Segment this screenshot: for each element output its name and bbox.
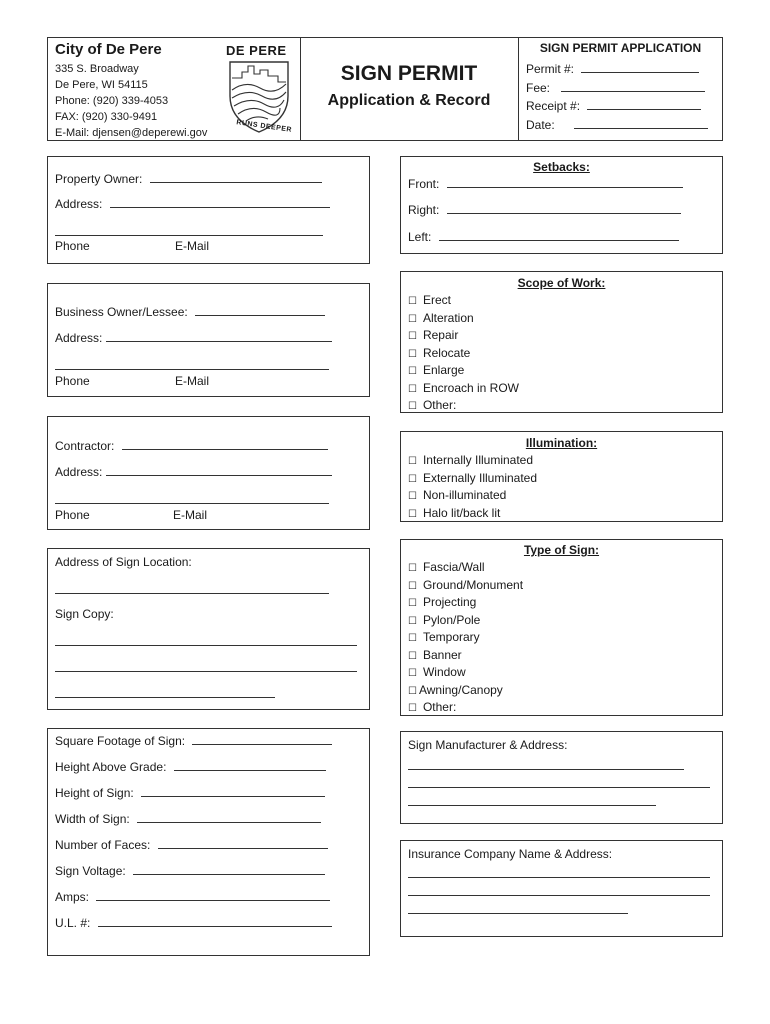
square-footage-row (55, 733, 332, 748)
checkbox-icon[interactable]: ☐ (408, 401, 417, 412)
dimension-label: Height of Sign: (55, 786, 134, 800)
option-label: Alteration (422, 310, 474, 325)
dimension-label: U.L. #: (55, 916, 91, 930)
setback-front-field[interactable] (447, 176, 683, 188)
checkbox-option[interactable] (408, 453, 533, 469)
option-label: Temporary (422, 630, 480, 644)
option-label: Encroach in ROW (422, 380, 519, 395)
height-above-grade-field[interactable] (174, 759, 326, 771)
checkbox-icon[interactable]: ☐ (408, 313, 417, 325)
sign-manufacturer-label: Sign Manufacturer & Address: (408, 738, 568, 752)
insurance-label: Insurance Company Name & Address: (408, 847, 613, 861)
illumination-heading: Illumination: (525, 436, 598, 450)
permit-number-label: Permit #: (526, 62, 575, 76)
owner-phone-label: Phone (55, 239, 90, 253)
city-name: City of De Pere (55, 41, 162, 58)
checkbox-option[interactable] (408, 595, 476, 611)
business-address-field[interactable] (106, 330, 332, 342)
checkbox-icon[interactable]: ☐ (408, 685, 417, 697)
setback-right-label: Right: (408, 203, 440, 217)
logo-wordmark: DE PERE (226, 43, 287, 58)
checkbox-option[interactable] (408, 613, 480, 629)
permit-number-row (526, 61, 699, 76)
city-fax: FAX: (920) 330-9491 (55, 111, 158, 123)
option-label: Repair (422, 328, 459, 342)
business-owner-label: Business Owner/Lessee: (55, 305, 188, 319)
option-label: Pylon/Pole (422, 612, 481, 627)
height-of-sign-row (55, 785, 325, 800)
city-email: E-Mail: djensen@deperewi.gov (55, 127, 208, 139)
option-label: Internally Illuminated (422, 453, 534, 467)
checkbox-option[interactable] (408, 328, 458, 344)
option-label: Other: (422, 398, 457, 412)
header-divider-1 (300, 38, 301, 140)
height-above-grade-row (55, 759, 326, 774)
sign-voltage-field[interactable] (133, 863, 325, 875)
checkbox-icon[interactable]: ☐ (408, 366, 417, 377)
business-address-line2[interactable] (55, 358, 329, 373)
dimension-label: Amps: (55, 890, 90, 904)
checkbox-option[interactable] (408, 363, 464, 379)
city-phone: Phone: (920) 339-4053 (55, 95, 169, 107)
option-label: Ground/Monument (422, 577, 524, 592)
setback-left-label: Left: (408, 230, 432, 244)
insurance-line2[interactable] (408, 884, 710, 899)
property-owner-label: Property Owner: (55, 172, 143, 186)
property-owner-row (55, 171, 322, 186)
business-address-row (55, 330, 332, 345)
insurance-line3[interactable] (408, 902, 628, 917)
sign-copy-line2[interactable] (55, 660, 357, 675)
receipt-label: Receipt #: (526, 99, 581, 113)
owner-email-label: E-Mail (175, 239, 210, 253)
date-label: Date: (526, 118, 555, 132)
option-label: Non-illuminated (422, 488, 507, 502)
fee-label: Fee: (526, 81, 551, 95)
city-address1: 335 S. Broadway (55, 63, 139, 75)
contractor-phone-label: Phone (55, 508, 90, 522)
owner-address-row (55, 196, 330, 211)
checkbox-option[interactable] (408, 488, 506, 504)
amps-field[interactable] (96, 889, 330, 901)
contractor-label: Contractor: (55, 439, 115, 453)
form-title: SIGN PERMIT (340, 62, 478, 85)
business-phone-label: Phone (55, 374, 90, 388)
contractor-address-row (55, 464, 332, 479)
checkbox-icon[interactable]: ☐ (408, 633, 417, 644)
sign-voltage-row (55, 863, 325, 878)
option-label: Window (422, 665, 466, 679)
manufacturer-line2[interactable] (408, 776, 710, 791)
application-title: SIGN PERMIT APPLICATION (539, 41, 702, 55)
checkbox-option[interactable] (408, 346, 470, 362)
checkbox-icon[interactable]: ☐ (408, 348, 417, 360)
checkbox-option[interactable] (408, 665, 466, 681)
dimension-label: Number of Faces: (55, 838, 151, 852)
checkbox-option[interactable] (408, 700, 456, 716)
form-subtitle: Application & Record (327, 92, 491, 109)
business-address-label: Address: (55, 331, 103, 345)
owner-address-label: Address: (55, 197, 103, 211)
checkbox-option[interactable] (408, 311, 474, 327)
sign-copy-line1[interactable] (55, 634, 357, 649)
amps-row (55, 889, 330, 904)
owner-address-field[interactable] (110, 196, 330, 208)
setback-left-row (408, 229, 679, 244)
dimension-label: Sign Voltage: (55, 864, 126, 878)
option-label: Projecting (422, 595, 477, 609)
checkbox-icon[interactable]: ☐ (408, 508, 417, 520)
width-of-sign-row (55, 811, 321, 826)
checkbox-icon[interactable]: ☐ (408, 456, 417, 467)
setback-left-field[interactable] (439, 229, 679, 241)
width-of-sign-field[interactable] (137, 811, 321, 823)
dimension-label: Height Above Grade: (55, 760, 167, 774)
option-label: Enlarge (422, 363, 465, 377)
checkbox-icon[interactable]: ☐ (408, 491, 417, 502)
option-label: Halo lit/back lit (422, 505, 501, 520)
contractor-address-field[interactable] (106, 464, 332, 476)
insurance-line1[interactable] (408, 866, 710, 881)
checkbox-icon[interactable]: ☐ (408, 473, 417, 485)
dimension-label: Width of Sign: (55, 812, 130, 826)
contractor-field[interactable] (122, 438, 328, 450)
setback-right-field[interactable] (447, 202, 681, 214)
checkbox-icon[interactable]: ☐ (408, 668, 417, 679)
receipt-row (526, 98, 701, 113)
type-of-sign-heading: Type of Sign: (523, 543, 600, 557)
manufacturer-line1[interactable] (408, 758, 684, 773)
fee-field[interactable] (561, 80, 705, 92)
business-owner-field[interactable] (195, 304, 325, 316)
sign-copy-label: Sign Copy: (55, 607, 114, 621)
checkbox-icon[interactable]: ☐ (408, 296, 417, 307)
checkbox-icon[interactable]: ☐ (408, 703, 417, 714)
date-row (526, 117, 708, 132)
height-of-sign-field[interactable] (141, 785, 325, 797)
checkbox-option[interactable] (408, 293, 451, 309)
checkbox-icon[interactable]: ☐ (408, 650, 417, 662)
logo-tagline: RUNS DEEPER (235, 119, 293, 134)
checkbox-option[interactable] (408, 560, 485, 576)
checkbox-option[interactable] (408, 578, 523, 594)
dimension-label: Square Footage of Sign: (55, 734, 186, 748)
checkbox-option[interactable] (408, 630, 480, 646)
ul-number-row (55, 915, 332, 930)
permit-number-field[interactable] (581, 61, 699, 73)
option-label: Erect (422, 293, 451, 307)
option-label: Banner (422, 647, 462, 662)
number-of-faces-row (55, 837, 328, 852)
option-label: Other: (422, 700, 457, 714)
setback-right-row (408, 202, 681, 217)
property-owner-field[interactable] (150, 171, 322, 183)
checkbox-option[interactable] (408, 648, 462, 664)
checkbox-option[interactable] (408, 398, 456, 414)
checkbox-option[interactable] (408, 506, 500, 522)
checkbox-icon[interactable]: ☐ (408, 580, 417, 592)
sign-location-field[interactable] (55, 582, 329, 597)
number-of-faces-field[interactable] (158, 837, 328, 849)
date-field[interactable] (574, 117, 708, 129)
business-email-label: E-Mail (175, 374, 210, 388)
sign-copy-line3[interactable] (55, 686, 275, 701)
manufacturer-line3[interactable] (408, 794, 656, 809)
option-label: Externally Illuminated (422, 470, 538, 485)
checkbox-icon[interactable]: ☐ (408, 598, 417, 609)
checkbox-icon[interactable]: ☐ (408, 615, 417, 627)
checkbox-icon[interactable]: ☐ (408, 331, 417, 342)
contractor-address-line2[interactable] (55, 492, 329, 507)
contractor-address-label: Address: (55, 465, 103, 479)
setback-front-label: Front: (408, 177, 440, 191)
option-label: Awning/Canopy (418, 682, 503, 697)
option-label: Relocate (422, 345, 471, 360)
contractor-email-label: E-Mail (173, 508, 208, 522)
fee-row (526, 80, 705, 95)
owner-address-line2[interactable] (55, 224, 323, 239)
business-owner-row (55, 304, 325, 319)
checkbox-option[interactable] (408, 381, 519, 397)
setbacks-heading: Setbacks: (533, 160, 590, 174)
contractor-row (55, 438, 328, 453)
sign-location-label: Address of Sign Location: (55, 555, 192, 569)
checkbox-icon[interactable]: ☐ (408, 563, 417, 574)
square-footage-field[interactable] (192, 733, 332, 745)
checkbox-option[interactable] (408, 683, 503, 699)
ul-number-field[interactable] (98, 915, 332, 927)
setback-front-row (408, 176, 683, 191)
city-address2: De Pere, WI 54115 (55, 79, 148, 91)
checkbox-option[interactable] (408, 471, 537, 487)
option-label: Fascia/Wall (422, 560, 485, 574)
receipt-field[interactable] (587, 98, 701, 110)
scope-of-work-heading: Scope of Work: (517, 276, 606, 290)
checkbox-icon[interactable]: ☐ (408, 383, 417, 395)
